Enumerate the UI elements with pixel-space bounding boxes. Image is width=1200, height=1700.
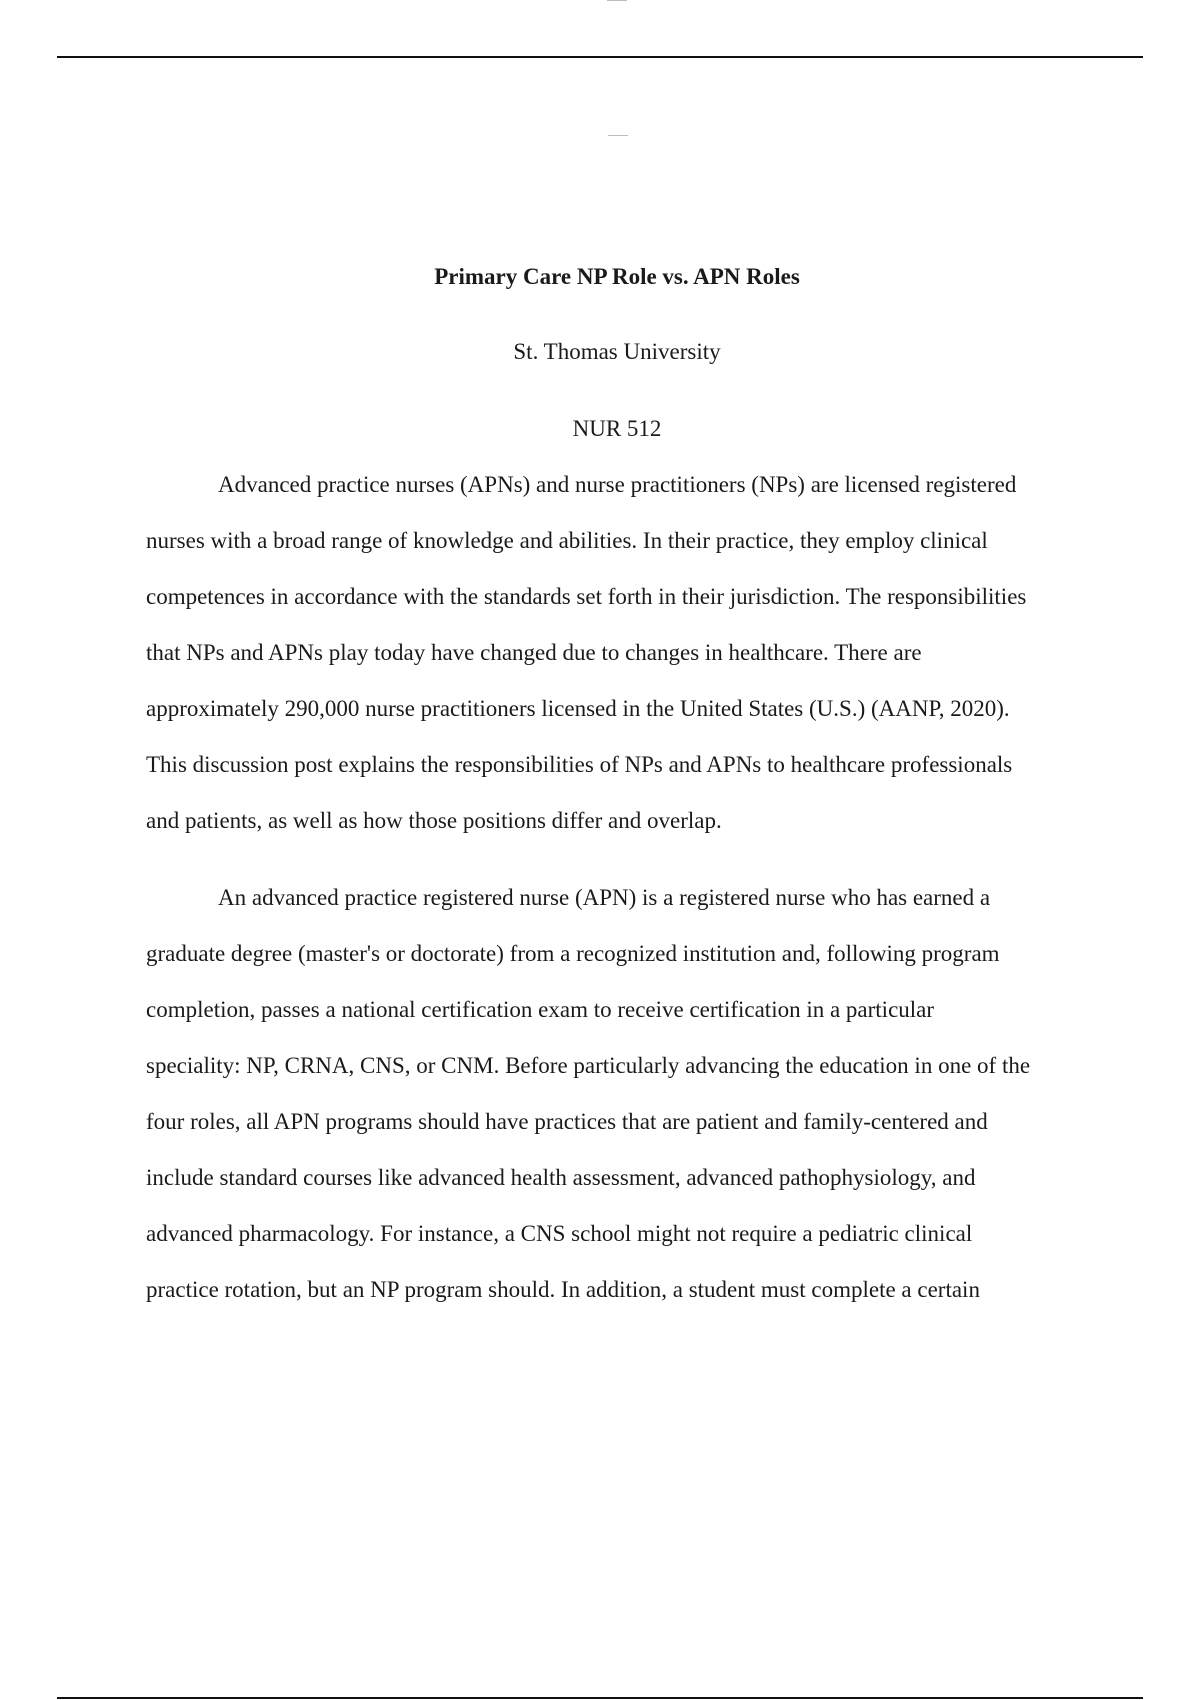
paragraph-line: speciality: NP, CRNA, CNS, or CNM. Before particularly advancing the education in one of the bbox=[146, 1053, 1031, 1078]
paragraph-line: competences in accordance with the standards set forth in their jurisdiction. The responsibilities bbox=[146, 584, 1027, 609]
course-code: NUR 512 bbox=[572, 416, 662, 441]
paragraph-line: include standard courses like advanced health assessment, advanced pathophysiology, and bbox=[146, 1165, 976, 1190]
paragraph-line: approximately 290,000 nurse practitioners licensed in the United States (U.S.) (AANP, 2020). bbox=[146, 696, 1010, 721]
paragraph-line: graduate degree (master's or doctorate) from a recognized institution and, following program bbox=[146, 941, 1000, 966]
paragraph-2 bbox=[146, 870, 1076, 1318]
page-bottom-rule bbox=[57, 1697, 1143, 1699]
institution-name: St. Thomas University bbox=[513, 339, 721, 364]
running-head-marker bbox=[608, 135, 628, 136]
page-top-marker bbox=[607, 0, 627, 1]
paragraph-line: advanced pharmacology. For instance, a CNS school might not require a pediatric clinical bbox=[146, 1221, 973, 1246]
paragraph-line: that NPs and APNs play today have changed due to changes in healthcare. There are bbox=[146, 640, 922, 665]
page-top-rule bbox=[57, 56, 1143, 58]
paragraph-line: four roles, all APN programs should have practices that are patient and family-centered and bbox=[146, 1109, 988, 1134]
paragraph-line: An advanced practice registered nurse (APN) is a registered nurse who has earned a bbox=[218, 885, 991, 910]
paragraph-line: and patients, as well as how those positions differ and overlap. bbox=[146, 808, 722, 833]
paragraph-1 bbox=[146, 457, 1076, 849]
paper-title: Primary Care NP Role vs. APN Roles bbox=[434, 264, 800, 289]
paragraph-line: This discussion post explains the responsibilities of NPs and APNs to healthcare professionals bbox=[146, 752, 1013, 777]
paragraph-line: practice rotation, but an NP program should. In addition, a student must complete a certain bbox=[146, 1277, 980, 1302]
paragraph-line: nurses with a broad range of knowledge and abilities. In their practice, they employ clinical bbox=[146, 528, 988, 553]
paragraph-line: completion, passes a national certification exam to receive certification in a particular bbox=[146, 997, 935, 1022]
paragraph-line: Advanced practice nurses (APNs) and nurse practitioners (NPs) are licensed registered bbox=[218, 472, 1017, 497]
